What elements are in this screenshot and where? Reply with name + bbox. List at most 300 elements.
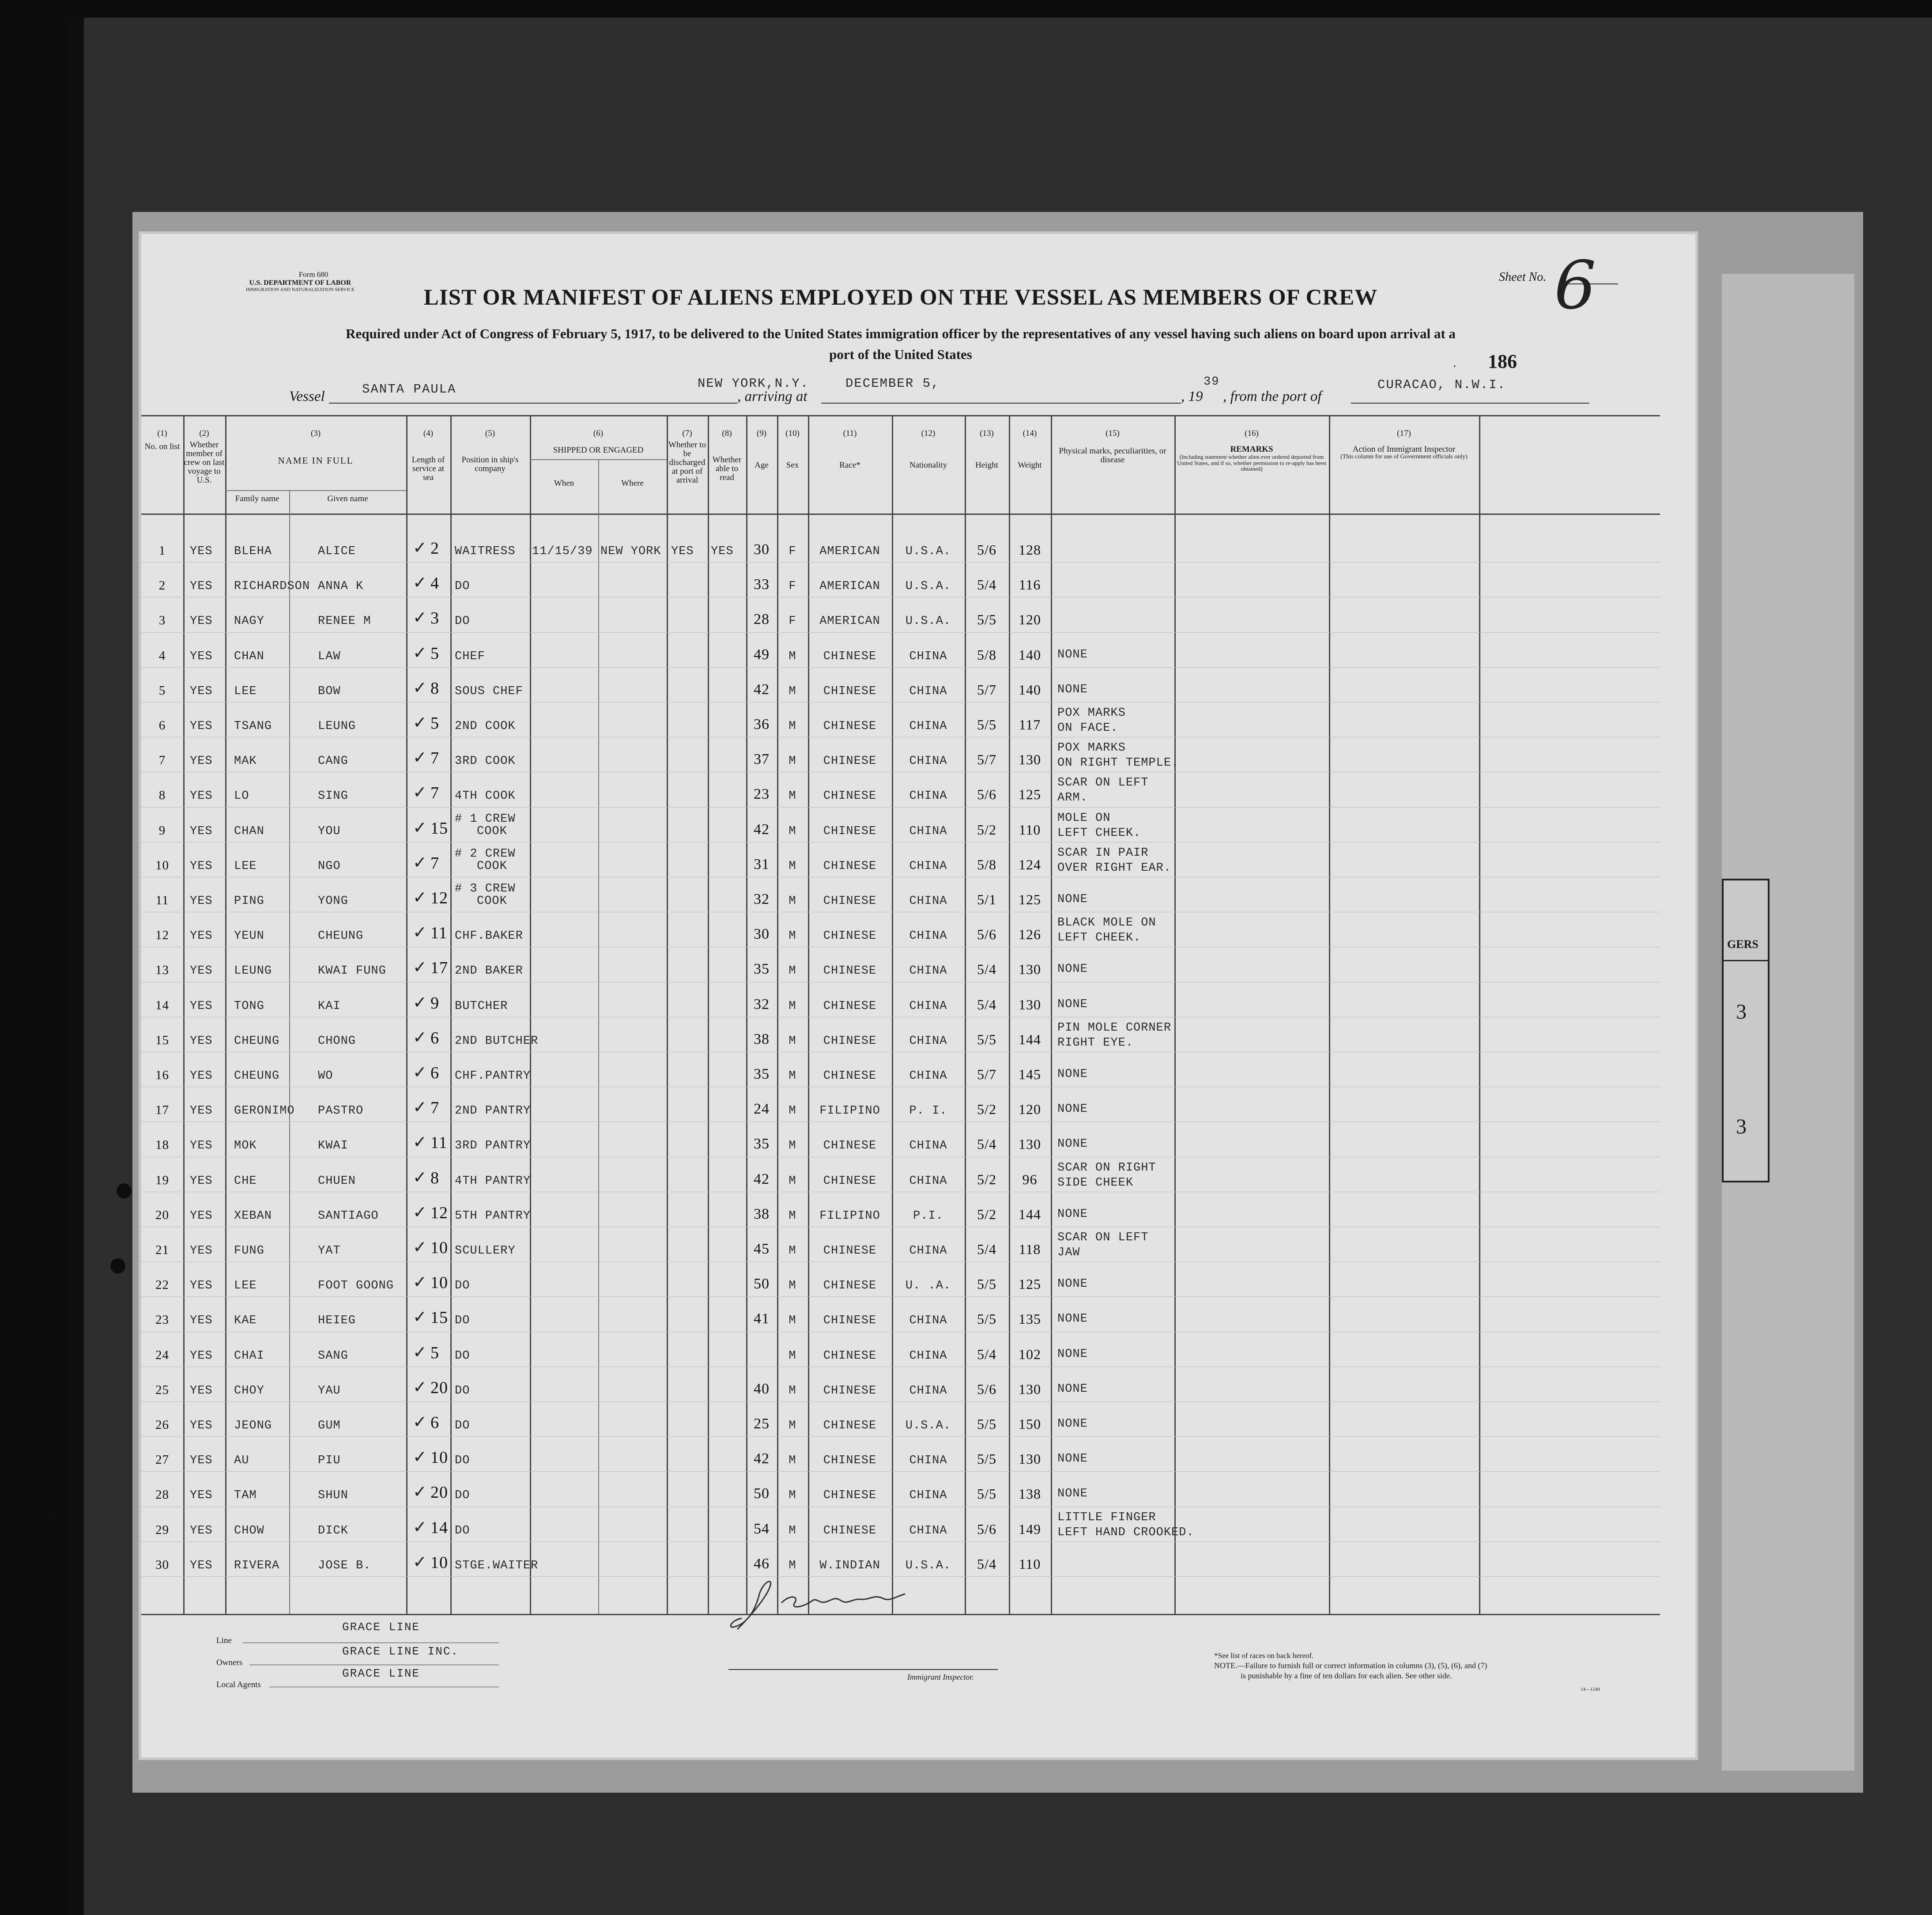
physical-marks-continued: LEFT CHEEK. — [1057, 826, 1141, 840]
col-number: (15) — [1106, 429, 1120, 438]
family-name: CHAN — [234, 824, 264, 838]
film-edge — [66, 18, 84, 1915]
table-row — [141, 1542, 1660, 1577]
given-name: LEUNG — [318, 720, 356, 733]
weight: 140 — [1019, 646, 1041, 663]
sex: M — [789, 1174, 796, 1188]
row-number: 16 — [155, 1068, 169, 1082]
row-number: 8 — [158, 788, 166, 803]
age: 45 — [754, 1241, 770, 1257]
weight: 117 — [1019, 717, 1041, 733]
col-label: No. on list — [144, 442, 180, 451]
side-label: GERS — [1727, 938, 1758, 951]
given-name: GUM — [318, 1419, 341, 1432]
crew-previous-voyage: YES — [190, 1349, 213, 1363]
crew-table-body — [141, 234, 1660, 1614]
crew-previous-voyage: YES — [190, 580, 213, 593]
position: DO — [455, 1419, 470, 1432]
sex: M — [789, 824, 796, 838]
weight: 130 — [1019, 1136, 1041, 1152]
check-mark: ✓ — [413, 1307, 427, 1327]
nationality: CHINA — [909, 964, 947, 978]
sex: M — [789, 895, 796, 908]
sex: M — [789, 1034, 796, 1048]
physical-marks-continued: LEFT CHEEK. — [1057, 931, 1141, 945]
height: 5/6 — [977, 786, 996, 803]
given-name: KAI — [318, 999, 341, 1013]
crew-previous-voyage: YES — [190, 895, 213, 908]
physical-marks-continued: ON RIGHT TEMPLE. — [1057, 756, 1179, 770]
family-name: CHOW — [234, 1524, 264, 1537]
table-row — [141, 703, 1660, 737]
race: CHINESE — [823, 684, 877, 698]
crew-previous-voyage: YES — [190, 1454, 213, 1468]
age: 23 — [754, 786, 770, 803]
position: SOUS CHEF — [455, 684, 523, 698]
position: 2ND COOK — [455, 720, 516, 733]
position: SCULLERY — [455, 1244, 516, 1258]
nationality: CHINA — [909, 789, 947, 803]
given-name: KWAI — [318, 1139, 348, 1153]
crew-previous-voyage: YES — [190, 1034, 213, 1048]
check-mark: ✓ — [413, 642, 427, 662]
physical-marks: NONE — [1057, 1068, 1088, 1081]
age: 42 — [754, 821, 770, 838]
nationality: U.S.A. — [905, 545, 951, 558]
able-to-read: YES — [711, 545, 734, 558]
length-of-service: 5 — [430, 644, 439, 663]
weight: 140 — [1019, 681, 1041, 698]
family-name: FUNG — [234, 1244, 264, 1258]
check-mark: ✓ — [413, 1062, 427, 1082]
line-label: Line — [216, 1636, 232, 1645]
height: 5/6 — [977, 1521, 996, 1537]
col-number: (8) — [722, 429, 732, 438]
given-name: CHONG — [318, 1034, 356, 1048]
row-number: 25 — [155, 1382, 169, 1397]
table-row — [141, 1507, 1660, 1542]
age: 50 — [754, 1485, 770, 1502]
age: 35 — [754, 1066, 770, 1082]
row-number: 24 — [155, 1348, 169, 1362]
position-continued: COOK — [477, 859, 507, 873]
sex: M — [789, 1384, 796, 1398]
given-name: FOOT GOONG — [318, 1279, 394, 1293]
given-name: CANG — [318, 755, 348, 768]
table-row — [141, 1297, 1660, 1332]
nationality: CHINA — [909, 999, 947, 1013]
height: 5/4 — [977, 996, 996, 1012]
side-number-2: 3 — [1736, 1115, 1747, 1138]
height: 5/5 — [977, 1416, 996, 1432]
position: 3RD PANTRY — [455, 1139, 531, 1153]
weight: 125 — [1019, 786, 1041, 803]
race: CHINESE — [823, 895, 877, 908]
length-of-service: 7 — [430, 749, 439, 768]
given-name: PIU — [318, 1454, 341, 1468]
table-row — [141, 1087, 1660, 1122]
nationality: CHINA — [909, 1489, 947, 1503]
family-name: LEE — [234, 684, 257, 698]
row-number: 27 — [155, 1453, 169, 1467]
height: 5/5 — [977, 612, 996, 628]
weight: 124 — [1019, 856, 1041, 873]
physical-marks: NONE — [1057, 1312, 1088, 1326]
nationality: P. I. — [909, 1104, 947, 1118]
sheet-number: 6 — [1554, 247, 1596, 324]
given-name: PASTRO — [318, 1104, 364, 1118]
physical-marks: PIN MOLE CORNER — [1057, 1021, 1172, 1035]
row-number: 14 — [155, 998, 169, 1012]
col-header-when: When — [554, 479, 574, 488]
physical-marks-continued: OVER RIGHT EAR. — [1057, 861, 1172, 875]
nationality: CHINA — [909, 1384, 947, 1398]
age: 31 — [754, 856, 770, 873]
nationality: CHINA — [909, 1524, 947, 1537]
nationality: CHINA — [909, 1314, 947, 1328]
physical-marks: SCAR ON LEFT — [1057, 1231, 1149, 1244]
physical-marks-continued: ARM. — [1057, 791, 1088, 805]
sex: F — [789, 545, 796, 558]
weight: 102 — [1019, 1346, 1041, 1362]
form-number: Form 680 — [298, 270, 328, 279]
shipped-where: NEW YORK — [600, 545, 661, 558]
length-of-service: 10 — [430, 1239, 448, 1257]
col-header-family: Family name — [235, 494, 279, 503]
age: 38 — [754, 1205, 770, 1222]
check-mark: ✓ — [413, 922, 427, 942]
physical-marks: NONE — [1057, 1452, 1088, 1466]
dot-mark: · — [1453, 360, 1457, 374]
table-row — [141, 842, 1660, 877]
col-label: Length of service at sea — [411, 455, 445, 482]
age: 25 — [754, 1416, 770, 1432]
given-name: LAW — [318, 650, 341, 663]
height: 5/1 — [977, 891, 996, 907]
check-mark: ✓ — [413, 608, 427, 627]
sex: M — [789, 1314, 796, 1328]
length-of-service: 5 — [430, 714, 439, 733]
length-of-service: 5 — [430, 1343, 439, 1362]
physical-marks-continued: ON FACE. — [1057, 721, 1118, 735]
footnote-penalty-2: is punishable by a fine of ten dollars for each alien. See other side. — [1241, 1671, 1452, 1680]
position: 2ND BAKER — [455, 964, 523, 978]
weight: 149 — [1019, 1521, 1041, 1537]
sex: M — [789, 1349, 796, 1363]
sex: M — [789, 1104, 796, 1118]
length-of-service: 15 — [430, 1308, 448, 1327]
col-label: SHIPPED OR ENGAGED — [553, 445, 644, 455]
physical-marks-continued: SIDE CHEEK — [1057, 1176, 1134, 1190]
row-number: 12 — [155, 928, 169, 943]
height: 5/8 — [977, 646, 996, 663]
check-mark: ✓ — [413, 888, 427, 907]
weight: 130 — [1019, 996, 1041, 1012]
family-name: XEBAN — [234, 1209, 272, 1223]
height: 5/5 — [977, 1031, 996, 1047]
table-row — [141, 1262, 1660, 1297]
check-mark: ✓ — [413, 1342, 427, 1362]
table-row — [141, 633, 1660, 668]
height: 5/7 — [977, 752, 996, 768]
position: # 1 CREW — [455, 812, 516, 826]
given-name: ANNA K — [318, 580, 364, 593]
family-name: YEUN — [234, 929, 264, 943]
weight: 130 — [1019, 752, 1041, 768]
from-port: CURACAO, N.W.I. — [1377, 378, 1506, 392]
sex: M — [789, 1419, 796, 1432]
table-row — [141, 808, 1660, 842]
age: 30 — [754, 541, 770, 558]
family-name: CHEUNG — [234, 1034, 280, 1048]
sheet-no-label: Sheet No. — [1499, 270, 1547, 284]
nationality: P.I. — [913, 1209, 943, 1223]
race: CHINESE — [823, 1244, 877, 1258]
crew-previous-voyage: YES — [190, 1279, 213, 1293]
check-mark: ✓ — [413, 957, 427, 977]
physical-marks: NONE — [1057, 1487, 1088, 1501]
nationality: CHINA — [909, 1244, 947, 1258]
family-name: CHEUNG — [234, 1069, 280, 1083]
side-number-1: 3 — [1736, 1000, 1747, 1024]
physical-marks: SCAR ON RIGHT — [1057, 1161, 1156, 1175]
physical-marks: SCAR ON LEFT — [1057, 776, 1149, 790]
length-of-service: 8 — [430, 679, 439, 698]
weight: 150 — [1019, 1416, 1041, 1432]
owners-value: GRACE LINE INC. — [342, 1645, 459, 1658]
arriving-date: DECEMBER 5, — [845, 376, 940, 391]
check-mark: ✓ — [413, 1482, 427, 1502]
punch-hole — [110, 1258, 125, 1273]
weight: 120 — [1019, 1101, 1041, 1118]
agents-label: Local Agents — [216, 1680, 261, 1689]
nationality: CHINA — [909, 1069, 947, 1083]
crew-previous-voyage: YES — [190, 1209, 213, 1223]
table-row — [141, 668, 1660, 703]
family-name: LEUNG — [234, 964, 272, 978]
check-mark: ✓ — [413, 1517, 427, 1537]
given-name: DICK — [318, 1524, 348, 1537]
check-mark: ✓ — [413, 538, 427, 557]
height: 5/5 — [977, 717, 996, 733]
nationality: U.S.A. — [905, 1559, 951, 1572]
col-sublabel: (Including statement whether alien ever ordered deported from United States, and if so, whether permission to re-apply has been obtained) — [1177, 453, 1326, 472]
age: 41 — [754, 1311, 770, 1327]
col-label: Age — [755, 460, 769, 470]
height: 5/4 — [977, 577, 996, 593]
physical-marks: SCAR IN PAIR — [1057, 846, 1149, 860]
age: 50 — [754, 1276, 770, 1292]
given-name: YOU — [318, 824, 341, 838]
race: CHINESE — [823, 824, 877, 838]
age: 37 — [754, 751, 770, 768]
sex: M — [789, 1524, 796, 1537]
family-name: JEONG — [234, 1419, 272, 1432]
race: W.INDIAN — [819, 1559, 880, 1572]
physical-marks: MOLE ON — [1057, 811, 1111, 825]
position: DO — [455, 1314, 470, 1328]
check-mark: ✓ — [413, 1412, 427, 1432]
given-name: YAU — [318, 1384, 341, 1398]
race: CHINESE — [823, 1069, 877, 1083]
crew-previous-voyage: YES — [190, 1489, 213, 1503]
race: CHINESE — [823, 1314, 877, 1328]
crew-previous-voyage: YES — [190, 650, 213, 663]
check-mark: ✓ — [413, 1097, 427, 1117]
table-row — [141, 1157, 1660, 1192]
family-name: NAGY — [234, 615, 264, 628]
crew-previous-voyage: YES — [190, 755, 213, 768]
crew-previous-voyage: YES — [190, 929, 213, 943]
sex: M — [789, 789, 796, 803]
family-name: MOK — [234, 1139, 257, 1153]
length-of-service: 10 — [430, 1448, 448, 1467]
family-name: MAK — [234, 755, 257, 768]
table-row — [141, 877, 1660, 912]
col-number: (2) — [199, 429, 209, 438]
nationality: U.S.A. — [905, 580, 951, 593]
table-row — [141, 1367, 1660, 1402]
position: 2ND PANTRY — [455, 1104, 531, 1118]
sex: M — [789, 1279, 796, 1293]
row-number: 2 — [158, 578, 166, 593]
check-mark: ✓ — [413, 1237, 427, 1257]
nationality: U. .A. — [905, 1279, 951, 1293]
table-row — [141, 563, 1660, 597]
nationality: CHINA — [909, 1454, 947, 1468]
col-label: Action of Immigrant Inspector — [1352, 444, 1456, 454]
row-number: 9 — [158, 823, 166, 838]
col-header-where: Where — [621, 479, 644, 488]
crew-previous-voyage: YES — [190, 720, 213, 733]
subtitle-line-1: Required under Act of Congress of February 5, 1917, to be delivered to the United States immigration officer by the representatives of any vessel having such aliens on board upon arrival at a — [346, 326, 1456, 341]
sex: M — [789, 720, 796, 733]
col-number: (7) — [682, 429, 692, 438]
weight: 110 — [1019, 821, 1041, 838]
row-number: 6 — [158, 718, 166, 733]
length-of-service: 12 — [430, 1203, 448, 1222]
weight: 118 — [1019, 1241, 1041, 1257]
nationality: CHINA — [909, 720, 947, 733]
crew-previous-voyage: YES — [190, 1314, 213, 1328]
position: CHEF — [455, 650, 485, 663]
physical-marks: NONE — [1057, 963, 1088, 976]
physical-marks: NONE — [1057, 1103, 1088, 1116]
length-of-service: 6 — [430, 1028, 439, 1047]
length-of-service: 11 — [430, 924, 448, 943]
owners-label: Owners — [216, 1658, 243, 1667]
race: CHINESE — [823, 789, 877, 803]
height: 5/2 — [977, 1101, 996, 1118]
sex: M — [789, 684, 796, 698]
footnote-races: *See list of races on back hereof. — [1214, 1651, 1314, 1660]
vessel-label: Vessel — [289, 389, 325, 404]
check-mark: ✓ — [413, 1132, 427, 1152]
given-name: KWAI FUNG — [318, 964, 386, 978]
length-of-service: 2 — [430, 539, 439, 558]
table-row — [141, 982, 1660, 1017]
height: 5/2 — [977, 821, 996, 838]
given-name: BOW — [318, 684, 341, 698]
table-row — [141, 1402, 1660, 1437]
crew-previous-voyage: YES — [190, 545, 213, 558]
sex: F — [789, 580, 796, 593]
inspector-line — [728, 1669, 998, 1670]
crew-previous-voyage: YES — [190, 859, 213, 873]
height: 5/4 — [977, 961, 996, 978]
race: CHINESE — [823, 1454, 877, 1468]
weight: 116 — [1019, 577, 1041, 593]
race: CHINESE — [823, 1384, 877, 1398]
family-name: BLEHA — [234, 545, 272, 558]
height: 5/4 — [977, 1241, 996, 1257]
sex: M — [789, 929, 796, 943]
row-number: 10 — [155, 858, 169, 873]
given-name: NGO — [318, 859, 341, 873]
crew-previous-voyage: YES — [190, 1559, 213, 1572]
height: 5/7 — [977, 681, 996, 698]
position: BUTCHER — [455, 999, 508, 1013]
vessel-name: SANTA PAULA — [362, 382, 457, 397]
age: 32 — [754, 996, 770, 1012]
position: # 2 CREW — [455, 847, 516, 861]
discharged: YES — [671, 545, 694, 558]
row-number: 13 — [155, 963, 169, 978]
nationality: CHINA — [909, 1174, 947, 1188]
height: 5/6 — [977, 542, 996, 558]
age: 42 — [754, 1450, 770, 1467]
race: CHINESE — [823, 1174, 877, 1188]
row-number: 17 — [155, 1103, 169, 1118]
row-number: 22 — [155, 1278, 169, 1292]
crew-previous-voyage: YES — [190, 1104, 213, 1118]
physical-marks: NONE — [1057, 683, 1088, 696]
nationality: CHINA — [909, 824, 947, 838]
position: 2ND BUTCHER — [455, 1034, 539, 1048]
length-of-service: 7 — [430, 1099, 439, 1118]
col-label: REMARKS — [1230, 444, 1273, 454]
row-number: 28 — [155, 1488, 169, 1502]
family-name: KAE — [234, 1314, 257, 1328]
height: 5/6 — [977, 926, 996, 943]
row-number: 21 — [155, 1243, 169, 1257]
length-of-service: 7 — [430, 784, 439, 803]
age: 32 — [754, 891, 770, 907]
sex: M — [789, 1139, 796, 1153]
year-value: 39 — [1204, 375, 1220, 389]
weight: 135 — [1019, 1311, 1041, 1327]
age: 24 — [754, 1101, 770, 1118]
shipped-when: 11/15/39 — [532, 545, 593, 558]
sex: M — [789, 1559, 796, 1572]
physical-marks: BLACK MOLE ON — [1057, 916, 1156, 930]
table-row — [141, 1332, 1660, 1367]
check-mark: ✓ — [413, 782, 427, 802]
given-name: YAT — [318, 1244, 341, 1258]
sex: M — [789, 999, 796, 1013]
position: DO — [455, 1279, 470, 1293]
race: CHINESE — [823, 650, 877, 663]
crew-previous-voyage: YES — [190, 1244, 213, 1258]
family-name: LO — [234, 789, 249, 803]
position-continued: COOK — [477, 824, 507, 838]
race: CHINESE — [823, 999, 877, 1013]
weight: 96 — [1022, 1171, 1038, 1187]
weight: 145 — [1019, 1066, 1041, 1082]
sex: M — [789, 1069, 796, 1083]
check-mark: ✓ — [413, 1027, 427, 1047]
physical-marks: NONE — [1057, 1347, 1088, 1361]
